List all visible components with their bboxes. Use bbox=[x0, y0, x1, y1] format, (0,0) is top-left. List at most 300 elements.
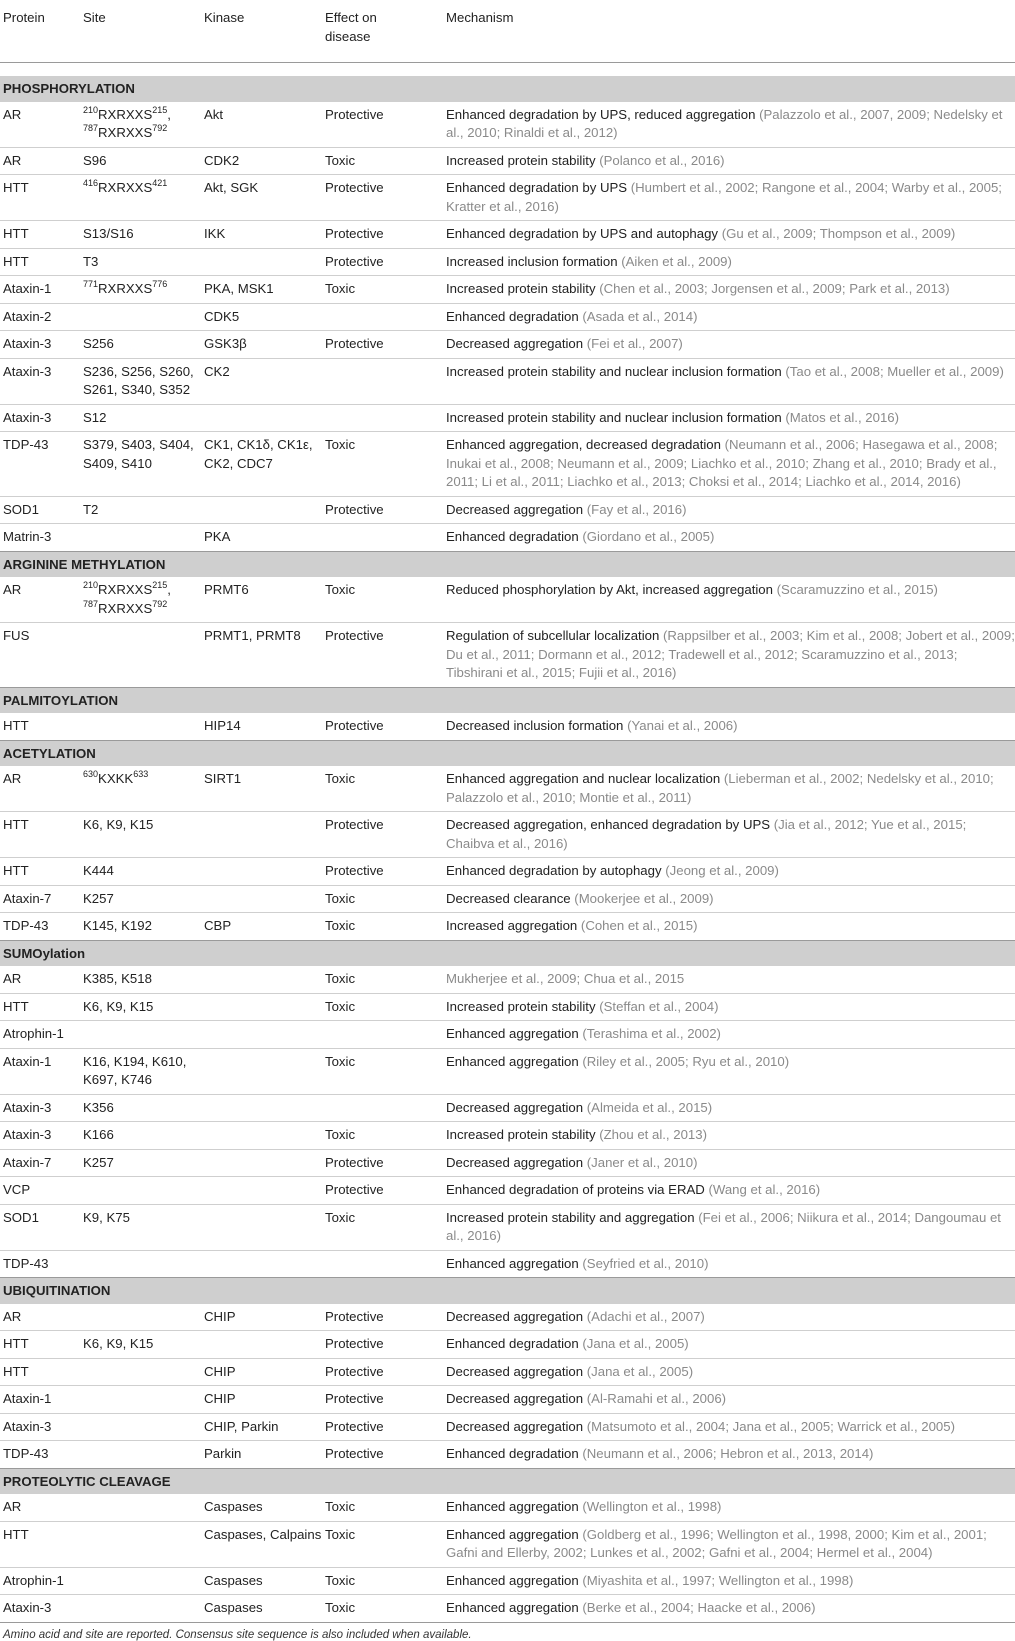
cell-effect bbox=[322, 358, 443, 404]
cell-kinase bbox=[201, 404, 322, 432]
cell-mechanism bbox=[443, 1441, 1015, 1469]
cell-mechanism bbox=[443, 524, 1015, 552]
cell-kinase bbox=[201, 496, 322, 524]
cell-site bbox=[80, 1177, 201, 1205]
table-row bbox=[0, 1094, 1015, 1122]
table-row bbox=[0, 1149, 1015, 1177]
cell-mechanism bbox=[443, 404, 1015, 432]
site-sequence: RXRXXS bbox=[98, 180, 153, 195]
cell-mechanism bbox=[443, 496, 1015, 524]
mechanism-text: Enhanced aggregation bbox=[446, 1255, 579, 1271]
cell-site: S12 bbox=[80, 404, 201, 432]
reference-citation: (Wellington et al., 1998) bbox=[582, 1499, 722, 1514]
cell-site bbox=[80, 303, 201, 331]
mechanism-text: Enhanced aggregation bbox=[446, 1499, 579, 1514]
cell-kinase: Caspases, Calpains bbox=[201, 1521, 322, 1567]
cell-protein: HTT bbox=[0, 858, 80, 886]
mechanism-text: Enhanced degradation bbox=[446, 1336, 579, 1351]
reference-citation: (Wang et al., 2016) bbox=[708, 1182, 821, 1197]
cell-protein: HTT bbox=[3, 718, 29, 733]
cell-protein: Ataxin-3 bbox=[3, 1600, 52, 1615]
cell-effect: Toxic bbox=[325, 1600, 356, 1615]
table-row bbox=[0, 1304, 1015, 1331]
cell-mechanism bbox=[443, 1177, 1015, 1205]
cell-mechanism bbox=[443, 1021, 1015, 1049]
cell-effect bbox=[322, 303, 443, 331]
reference-citation: (Terashima et al., 2002) bbox=[582, 1026, 721, 1041]
cell-site: S96 bbox=[80, 147, 201, 175]
cell-site bbox=[80, 766, 201, 812]
cell-effect: Toxic bbox=[322, 1521, 443, 1567]
reference-citation: (Gu et al., 2009; Thompson et al., 2009) bbox=[721, 226, 956, 241]
mechanism-text: Decreased aggregation bbox=[446, 1154, 584, 1170]
mechanism-text: Enhanced aggregation bbox=[446, 1572, 579, 1588]
cell-protein: HTT bbox=[0, 812, 80, 858]
table-row bbox=[0, 812, 1015, 858]
mechanism-text: Enhanced aggregation bbox=[446, 1526, 579, 1542]
cell-mechanism bbox=[443, 1204, 1015, 1250]
cell-effect: Protective bbox=[322, 1331, 443, 1359]
cell-kinase: PRMT6 bbox=[201, 577, 322, 623]
cell-protein: TDP-43 bbox=[0, 432, 80, 497]
cell-site bbox=[80, 175, 201, 221]
cell-site: K16, K194, K610, K697, K746 bbox=[80, 1048, 201, 1094]
reference-citation: (Rappsilber et al., 2003; Kim et al., 2008; Jobert et al., 2009; Du et al., 2011; Dormann et al., 2012; Tradewell et al., 2012; Scaramuzzino et al., 2013; Tibshirani et al., 2015; Fujii et al., 2016) bbox=[446, 628, 1015, 680]
cell-site bbox=[80, 1358, 201, 1386]
table-row bbox=[0, 858, 1015, 886]
mechanism-text: Increased protein stability and nuclear inclusion formation bbox=[446, 363, 782, 379]
cell-kinase: PKA bbox=[204, 529, 231, 544]
table-row bbox=[0, 1331, 1015, 1359]
cell-effect: Toxic bbox=[322, 147, 443, 175]
cell-effect: Protective bbox=[322, 1177, 443, 1205]
cell-kinase: CHIP bbox=[201, 1304, 322, 1331]
cell-protein: Ataxin-1 bbox=[0, 276, 80, 304]
cell-mechanism bbox=[443, 1304, 1015, 1331]
site-superscript: 633 bbox=[133, 769, 149, 779]
reference-citation: (Lieberman et al., 2002; Nedelsky et al., 2010; Palazzolo et al., 2010; Montie et al., 2011) bbox=[446, 771, 994, 805]
site-superscript: 630 bbox=[83, 769, 99, 779]
cell-kinase bbox=[201, 885, 322, 913]
cell-site: K166 bbox=[80, 1122, 201, 1150]
mechanism-text: Enhanced degradation bbox=[446, 308, 579, 324]
cell-protein: HTT bbox=[0, 175, 80, 221]
spacer-row bbox=[0, 63, 1015, 77]
cell-mechanism bbox=[443, 1386, 1015, 1414]
cell-mechanism bbox=[443, 766, 1015, 812]
cell-effect bbox=[322, 1250, 443, 1278]
cell-site: K6, K9, K15 bbox=[80, 1331, 201, 1359]
section-title: PHOSPHORYLATION bbox=[0, 76, 1015, 102]
table-row bbox=[0, 221, 1015, 249]
cell-protein: SOD1 bbox=[0, 496, 80, 524]
cell-kinase bbox=[201, 812, 322, 858]
cell-mechanism bbox=[443, 858, 1015, 886]
cell-mechanism bbox=[443, 175, 1015, 221]
cell-kinase: CHIP bbox=[201, 1386, 322, 1414]
cell-effect: Toxic bbox=[322, 1122, 443, 1150]
cell-effect: Protective bbox=[322, 1386, 443, 1414]
cell-effect: Toxic bbox=[325, 918, 356, 933]
table-row bbox=[0, 1177, 1015, 1205]
table-row bbox=[0, 1521, 1015, 1567]
cell-kinase: Caspases bbox=[201, 1567, 322, 1595]
table-row bbox=[0, 1122, 1015, 1150]
cell-site bbox=[80, 524, 201, 552]
mechanism-text: Reduced phosphorylation by Akt, increased aggregation bbox=[446, 582, 773, 597]
reference-citation: (Chen et al., 2003; Jorgensen et al., 2009; Park et al., 2013) bbox=[599, 281, 950, 296]
cell-kinase bbox=[201, 966, 322, 993]
reference-citation: (Zhou et al., 2013) bbox=[599, 1127, 707, 1142]
table-row bbox=[0, 713, 1015, 740]
table-body bbox=[0, 63, 1015, 1622]
reference-citation: (Jia et al., 2012; Yue et al., 2015; Chaibva et al., 2016) bbox=[446, 817, 967, 851]
cell-protein: HTT bbox=[0, 1331, 80, 1359]
cell-effect: Toxic bbox=[322, 1048, 443, 1094]
cell-mechanism bbox=[443, 331, 1015, 359]
cell-site: S236, S256, S260, S261, S340, S352 bbox=[80, 358, 201, 404]
reference-citation: (Seyfried et al., 2010) bbox=[582, 1255, 709, 1271]
cell-site bbox=[80, 623, 201, 688]
cell-protein: HTT bbox=[0, 993, 80, 1021]
cell-site: S13/S16 bbox=[80, 221, 201, 249]
site-superscript: 215 bbox=[152, 104, 168, 115]
cell-site: K6, K9, K15 bbox=[80, 993, 201, 1021]
cell-protein: AR bbox=[0, 102, 80, 148]
cell-protein: AR bbox=[0, 766, 80, 812]
cell-protein: HTT bbox=[0, 248, 80, 276]
cell-site: K9, K75 bbox=[80, 1204, 201, 1250]
table-row bbox=[0, 993, 1015, 1021]
reference-citation: (Al-Ramahi et al., 2006) bbox=[586, 1391, 727, 1406]
reference-citation: (Miyashita et al., 1997; Wellington et al., 1998) bbox=[582, 1572, 854, 1588]
cell-site: K145, K192 bbox=[83, 918, 152, 933]
cell-mechanism bbox=[443, 812, 1015, 858]
cell-protein: Ataxin-1 bbox=[0, 1386, 80, 1414]
cell-site: K385, K518 bbox=[80, 966, 201, 993]
cell-site: T2 bbox=[80, 496, 201, 524]
table-row bbox=[0, 1358, 1015, 1386]
cell-effect: Protective bbox=[322, 1149, 443, 1177]
mechanism-text: Decreased aggregation bbox=[446, 1418, 584, 1434]
site-superscript: 776 bbox=[152, 279, 168, 289]
cell-protein: AR bbox=[0, 966, 80, 993]
section-header bbox=[0, 1278, 1015, 1304]
cell-kinase: Parkin bbox=[204, 1446, 242, 1461]
cell-mechanism bbox=[443, 577, 1015, 623]
cell-site bbox=[80, 1595, 201, 1622]
table-row bbox=[0, 577, 1015, 623]
cell-mechanism bbox=[443, 248, 1015, 276]
cell-effect: Toxic bbox=[322, 432, 443, 497]
reference-citation: (Scaramuzzino et al., 2015) bbox=[776, 582, 938, 597]
reference-citation: (Janer et al., 2010) bbox=[586, 1154, 698, 1170]
table-row bbox=[0, 147, 1015, 175]
cell-effect bbox=[322, 1021, 443, 1049]
cell-mechanism bbox=[443, 303, 1015, 331]
cell-mechanism bbox=[443, 623, 1015, 688]
cell-protein: Matrin-3 bbox=[3, 529, 52, 544]
mechanism-text: Increased inclusion formation bbox=[446, 253, 618, 269]
cell-effect: Protective bbox=[322, 248, 443, 276]
site-sequence: RXRXXS bbox=[98, 281, 153, 296]
table-row bbox=[0, 1413, 1015, 1441]
cell-mechanism bbox=[443, 1521, 1015, 1567]
site-superscript: 787 bbox=[83, 123, 99, 133]
cell-effect: Protective bbox=[322, 175, 443, 221]
cell-protein: AR bbox=[0, 577, 80, 623]
cell-protein: Ataxin-7 bbox=[0, 1149, 80, 1177]
table-row bbox=[0, 885, 1015, 913]
cell-site: K356 bbox=[80, 1094, 201, 1122]
cell-kinase: CDK2 bbox=[201, 147, 322, 175]
mechanism-text: Enhanced degradation bbox=[446, 529, 579, 544]
cell-kinase bbox=[201, 1331, 322, 1359]
mechanism-text: Increased protein stability bbox=[446, 281, 596, 296]
reference-citation: (Giordano et al., 2005) bbox=[582, 529, 715, 544]
mechanism-text: Increased protein stability bbox=[446, 1127, 596, 1142]
header-protein: Protein bbox=[0, 0, 80, 63]
mechanism-text: Enhanced aggregation, decreased degradation bbox=[446, 437, 721, 452]
section-header bbox=[0, 740, 1015, 766]
mechanism-text: Decreased aggregation bbox=[446, 1391, 584, 1406]
table-row bbox=[0, 358, 1015, 404]
site-sequence: RXRXXS bbox=[98, 125, 153, 140]
cell-kinase bbox=[201, 1177, 322, 1205]
cell-protein: FUS bbox=[3, 628, 30, 643]
cell-effect: Protective bbox=[322, 812, 443, 858]
cell-site bbox=[80, 713, 201, 740]
mechanism-text: Enhanced degradation by autophagy bbox=[446, 863, 662, 878]
site-sequence: KXKK bbox=[98, 771, 134, 786]
cell-kinase: CK2 bbox=[201, 358, 322, 404]
cell-kinase: HIP14 bbox=[204, 718, 241, 733]
reference-citation: (Matos et al., 2016) bbox=[785, 409, 900, 425]
cell-effect: Protective bbox=[325, 1446, 384, 1461]
mechanism-text: Enhanced aggregation bbox=[446, 1053, 579, 1069]
cell-site: K6, K9, K15 bbox=[80, 812, 201, 858]
section-header bbox=[0, 551, 1015, 577]
reference-citation: (Fay et al., 2016) bbox=[586, 501, 687, 517]
cell-mechanism bbox=[443, 1358, 1015, 1386]
cell-mechanism bbox=[443, 1122, 1015, 1150]
cell-mechanism bbox=[443, 276, 1015, 304]
cell-site bbox=[80, 102, 201, 148]
cell-effect: Toxic bbox=[322, 885, 443, 913]
table-row bbox=[0, 248, 1015, 276]
cell-protein: Ataxin-3 bbox=[0, 1413, 80, 1441]
cell-kinase: PRMT1, PRMT8 bbox=[204, 628, 301, 643]
table-row bbox=[0, 175, 1015, 221]
cell-mechanism bbox=[443, 1048, 1015, 1094]
mechanism-text: Increased aggregation bbox=[446, 918, 578, 933]
reference-citation: (Mookerjee et al., 2009) bbox=[574, 890, 714, 906]
cell-site: T3 bbox=[80, 248, 201, 276]
cell-protein: Ataxin-2 bbox=[0, 303, 80, 331]
header-site: Site bbox=[80, 0, 201, 63]
mechanism-text: Decreased aggregation bbox=[446, 1099, 584, 1115]
cell-site: K257 bbox=[80, 885, 201, 913]
mechanism-text: Increased protein stability and nuclear inclusion formation bbox=[446, 409, 782, 425]
reference-citation: (Steffan et al., 2004) bbox=[599, 998, 719, 1014]
cell-mechanism bbox=[443, 1094, 1015, 1122]
cell-protein: TDP-43 bbox=[3, 1446, 49, 1461]
mechanism-text: Decreased aggregation bbox=[446, 1363, 584, 1379]
cell-site bbox=[80, 1521, 201, 1567]
cell-effect: Toxic bbox=[322, 993, 443, 1021]
cell-site: S256 bbox=[80, 331, 201, 359]
cell-mechanism bbox=[443, 1595, 1015, 1622]
cell-protein: Ataxin-1 bbox=[0, 1048, 80, 1094]
site-sequence: , bbox=[167, 106, 171, 122]
mechanism-text: Increased protein stability bbox=[446, 152, 596, 168]
cell-kinase: CBP bbox=[204, 918, 232, 933]
cell-effect: Protective bbox=[325, 718, 384, 733]
cell-kinase: CHIP, Parkin bbox=[201, 1413, 322, 1441]
table-row bbox=[0, 303, 1015, 331]
cell-effect bbox=[322, 404, 443, 432]
cell-mechanism bbox=[443, 358, 1015, 404]
cell-kinase: IKK bbox=[201, 221, 322, 249]
cell-mechanism bbox=[443, 913, 1015, 941]
cell-effect: Protective bbox=[322, 331, 443, 359]
cell-protein: Ataxin-7 bbox=[0, 885, 80, 913]
site-superscript: 416 bbox=[83, 178, 99, 188]
site-superscript: 792 bbox=[152, 123, 168, 133]
cell-mechanism bbox=[443, 1494, 1015, 1521]
mechanism-text: Enhanced degradation of proteins via ERAD bbox=[446, 1182, 705, 1197]
section-title: ARGININE METHYLATION bbox=[0, 551, 1015, 577]
reference-citation: (Yanai et al., 2006) bbox=[627, 718, 738, 733]
mechanism-text: Increased protein stability bbox=[446, 998, 596, 1014]
reference-citation: (Polanco et al., 2016) bbox=[599, 152, 725, 168]
cell-protein: VCP bbox=[0, 1177, 80, 1205]
mechanism-text: Decreased clearance bbox=[446, 890, 571, 906]
table-row bbox=[0, 1595, 1015, 1622]
section-title: ACETYLATION bbox=[0, 740, 1015, 766]
cell-effect: Protective bbox=[322, 1358, 443, 1386]
section-title: PROTEOLYTIC CLEAVAGE bbox=[0, 1468, 1015, 1494]
cell-kinase: CK1, CK1δ, CK1ε, CK2, CDC7 bbox=[201, 432, 322, 497]
cell-kinase bbox=[201, 1048, 322, 1094]
mechanism-text: Enhanced degradation bbox=[446, 1446, 579, 1461]
cell-protein: Ataxin-3 bbox=[0, 1122, 80, 1150]
cell-site: K257 bbox=[80, 1149, 201, 1177]
table-row bbox=[0, 331, 1015, 359]
cell-site: K444 bbox=[80, 858, 201, 886]
table-row bbox=[0, 404, 1015, 432]
cell-protein: Atrophin-1 bbox=[0, 1567, 80, 1595]
cell-mechanism bbox=[443, 993, 1015, 1021]
cell-mechanism bbox=[443, 147, 1015, 175]
table-row bbox=[0, 276, 1015, 304]
cell-protein: AR bbox=[0, 147, 80, 175]
mechanism-text: Decreased aggregation, enhanced degradation by UPS bbox=[446, 817, 771, 832]
cell-kinase bbox=[201, 248, 322, 276]
cell-kinase: CDK5 bbox=[201, 303, 322, 331]
site-superscript: 771 bbox=[83, 279, 99, 289]
table-footnote: Amino acid and site are reported. Consensus site sequence is also included when available. bbox=[0, 1622, 1015, 1641]
cell-kinase: CHIP bbox=[201, 1358, 322, 1386]
cell-protein: Ataxin-3 bbox=[0, 404, 80, 432]
site-sequence: RXRXXS bbox=[98, 600, 153, 616]
header-mechanism: Mechanism bbox=[443, 0, 1015, 63]
cell-mechanism bbox=[443, 432, 1015, 497]
cell-protein: HTT bbox=[0, 1521, 80, 1567]
table-row bbox=[0, 1386, 1015, 1414]
reference-citation: (Almeida et al., 2015) bbox=[586, 1099, 713, 1115]
section-header bbox=[0, 76, 1015, 102]
mechanism-text: Decreased aggregation bbox=[446, 336, 584, 351]
cell-protein: HTT bbox=[0, 221, 80, 249]
section-header bbox=[0, 687, 1015, 713]
cell-effect: Protective bbox=[322, 496, 443, 524]
cell-mechanism bbox=[443, 1567, 1015, 1595]
cell-kinase bbox=[201, 858, 322, 886]
table-row bbox=[0, 1567, 1015, 1595]
mechanism-text: Regulation of subcellular localization bbox=[446, 628, 660, 643]
cell-mechanism bbox=[443, 102, 1015, 148]
reference-citation: (Cohen et al., 2015) bbox=[580, 918, 698, 933]
cell-site bbox=[80, 1021, 201, 1049]
cell-mechanism bbox=[443, 1413, 1015, 1441]
cell-protein: Ataxin-3 bbox=[0, 358, 80, 404]
cell-protein: HTT bbox=[0, 1358, 80, 1386]
cell-mechanism bbox=[443, 966, 1015, 993]
mechanism-text: Enhanced degradation by UPS bbox=[446, 180, 628, 195]
cell-effect: Toxic bbox=[322, 966, 443, 993]
cell-effect: Toxic bbox=[322, 1567, 443, 1595]
reference-citation: (Berke et al., 2004; Haacke et al., 2006) bbox=[582, 1600, 816, 1615]
cell-mechanism bbox=[443, 221, 1015, 249]
cell-mechanism bbox=[443, 1250, 1015, 1278]
cell-kinase bbox=[201, 1122, 322, 1150]
table-row bbox=[0, 102, 1015, 148]
table-row bbox=[0, 1494, 1015, 1521]
reference-citation: (Tao et al., 2008; Mueller et al., 2009) bbox=[785, 363, 1004, 379]
cell-site bbox=[80, 1413, 201, 1441]
site-superscript: 210 bbox=[83, 104, 99, 115]
cell-effect: Protective bbox=[322, 221, 443, 249]
section-header bbox=[0, 1468, 1015, 1494]
cell-effect: Protective bbox=[322, 1413, 443, 1441]
reference-citation: (Jana et al., 2005) bbox=[586, 1363, 694, 1379]
section-title: PALMITOYLATION bbox=[0, 687, 1015, 713]
cell-protein: Ataxin-3 bbox=[0, 1094, 80, 1122]
cell-effect: Protective bbox=[325, 628, 384, 643]
reference-citation: (Fei et al., 2007) bbox=[586, 336, 683, 351]
cell-kinase: PKA, MSK1 bbox=[201, 276, 322, 304]
mechanism-text: Decreased inclusion formation bbox=[446, 718, 624, 733]
mechanism-text: Decreased aggregation bbox=[446, 501, 584, 517]
reference-citation: (Jana et al., 2005) bbox=[582, 1336, 689, 1351]
table-row bbox=[0, 524, 1015, 552]
cell-mechanism bbox=[443, 1149, 1015, 1177]
table-row bbox=[0, 1250, 1015, 1278]
site-superscript: 792 bbox=[152, 598, 168, 609]
site-superscript: 787 bbox=[83, 598, 99, 609]
reference-citation: (Asada et al., 2014) bbox=[582, 308, 698, 324]
section-title: UBIQUITINATION bbox=[0, 1278, 1015, 1304]
table-row bbox=[0, 1204, 1015, 1250]
cell-effect: Protective bbox=[322, 1304, 443, 1331]
table-row bbox=[0, 496, 1015, 524]
cell-site bbox=[80, 276, 201, 304]
cell-mechanism bbox=[443, 713, 1015, 740]
table-row bbox=[0, 1021, 1015, 1049]
reference-citation: (Fei et al., 2006; Niikura et al., 2014; Dangoumau et al., 2016) bbox=[446, 1209, 1001, 1243]
site-sequence: RXRXXS bbox=[98, 582, 153, 597]
